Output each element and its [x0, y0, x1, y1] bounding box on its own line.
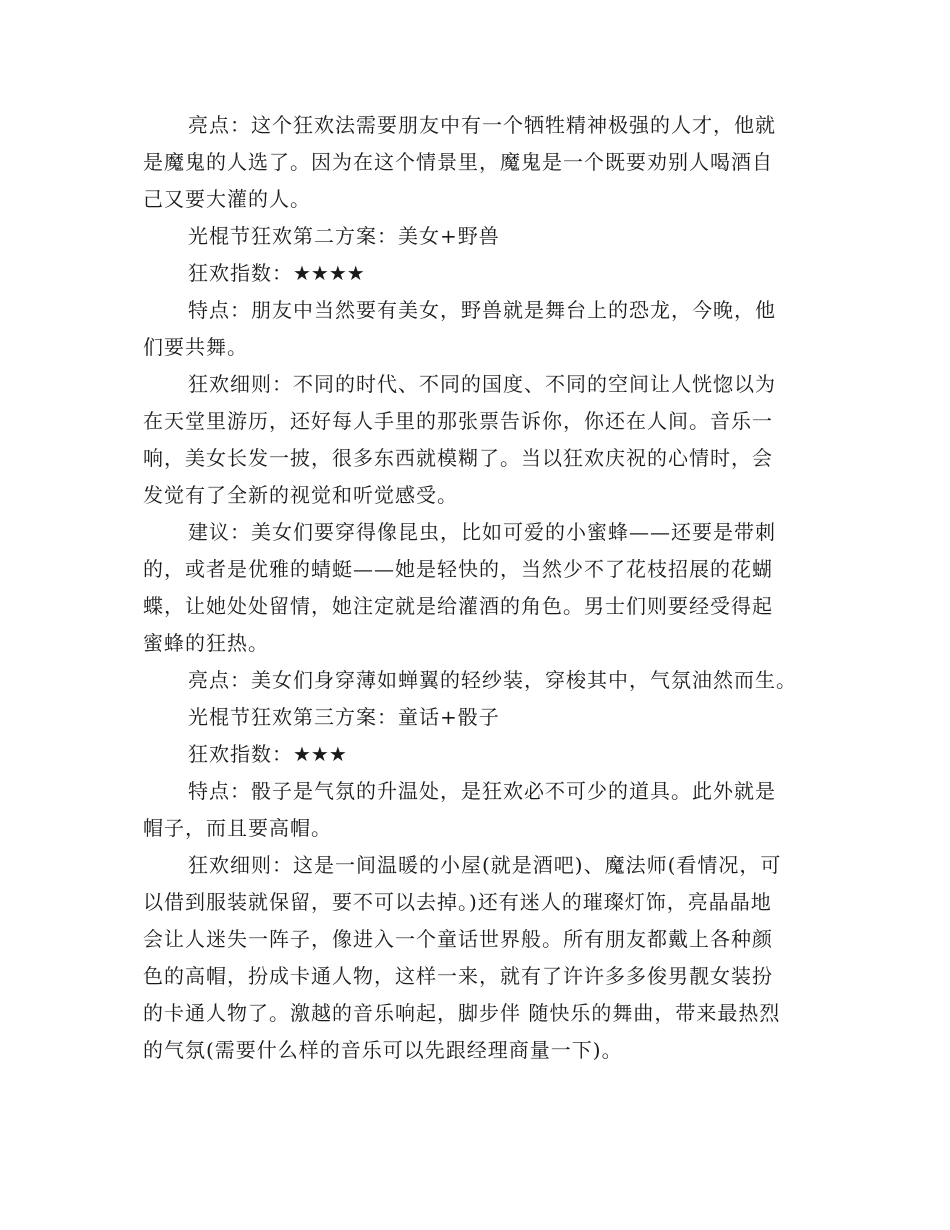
star-rating: ★★★★ [293, 261, 365, 285]
section-heading-plan-three [143, 699, 808, 736]
paragraph-rules-plan-two [143, 366, 808, 514]
text-line: 在天堂里游历，还好每人手里的那张票告诉你，你还在人间。音乐一 [143, 409, 773, 433]
rating-label: 狂欢指数： [188, 261, 293, 285]
paragraph-rules-plan-three [143, 847, 808, 1069]
rating-label: 狂欢指数： [188, 742, 293, 766]
text-line: 蝶，让她处处留情，她注定就是给灌酒的角色。男士们则要经受得起 [143, 594, 773, 618]
text-line: 以借到服装就保留，要不可以去掉。)还有迷人的璀璨灯饰，亮晶晶地 [143, 890, 772, 914]
text-line: 们要共舞。 [143, 335, 248, 359]
text-line: 亮点：美女们身穿薄如蝉翼的轻纱装，穿梭其中，气氛油然而生。 [188, 668, 797, 692]
paragraph-highlight-plan-two [143, 662, 808, 699]
text-line: 光棍节狂欢第三方案：童话+骰子 [188, 705, 500, 729]
paragraph-suggestion-plan-two [143, 514, 808, 662]
paragraph-features-plan-two [143, 292, 808, 366]
text-line: 是魔鬼的人选了。因为在这个情景里，魔鬼是一个既要劝别人喝酒自 [143, 150, 773, 174]
text-line: 的气氛(需要什么样的音乐可以先跟经理商量一下)。 [143, 1038, 623, 1062]
text-line: 发觉有了全新的视觉和听觉感受。 [143, 483, 458, 507]
text-line: 的，或者是优雅的蜻蜓——她是轻快的，当然少不了花枝招展的花蝴 [143, 557, 773, 581]
text-line: 帽子，而且要高帽。 [143, 816, 332, 840]
paragraph-highlight-devil [143, 107, 808, 218]
text-line: 响，美女长发一披，很多东西就模糊了。当以狂欢庆祝的心情时，会 [143, 446, 773, 470]
rating-line [143, 255, 808, 292]
carnival-index-plan-two [143, 255, 808, 292]
star-rating: ★★★ [293, 742, 347, 766]
text-line: 会让人迷失一阵子，像进入一个童话世界般。所有朋友都戴上各种颜 [143, 927, 773, 951]
text-line: 狂欢细则：这是一间温暖的小屋(就是酒吧)、魔法师(看情况，可 [188, 853, 782, 877]
text-line: 建议：美女们要穿得像昆虫，比如可爱的小蜜蜂——还要是带刺 [188, 520, 776, 544]
text-line: 色的高帽，扮成卡通人物，这样一来，就有了许许多多俊男靓女装扮 [143, 964, 773, 988]
text-line: 特点：朋友中当然要有美女，野兽就是舞台上的恐龙，今晚，他 [188, 298, 776, 322]
section-heading-plan-two [143, 218, 808, 255]
text-line: 己又要大灌的人。 [143, 187, 311, 211]
paragraph-features-plan-three [143, 773, 808, 847]
text-line: 特点：骰子是气氛的升温处，是狂欢必不可少的道具。此外就是 [188, 779, 776, 803]
text-line: 亮点：这个狂欢法需要朋友中有一个牺牲精神极强的人才，他就 [188, 113, 776, 137]
rating-line [143, 736, 808, 773]
carnival-index-plan-three [143, 736, 808, 773]
text-line: 光棍节狂欢第二方案：美女+野兽 [188, 224, 500, 248]
document-body [143, 107, 808, 1069]
text-line: 蜜蜂的狂热。 [143, 631, 269, 655]
text-line: 狂欢细则：不同的时代、不同的国度、不同的空间让人恍惚以为 [188, 372, 776, 396]
text-line: 的卡通人物了。激越的音乐响起，脚步伴 随快乐的舞曲，带来最热烈 [143, 1001, 781, 1025]
